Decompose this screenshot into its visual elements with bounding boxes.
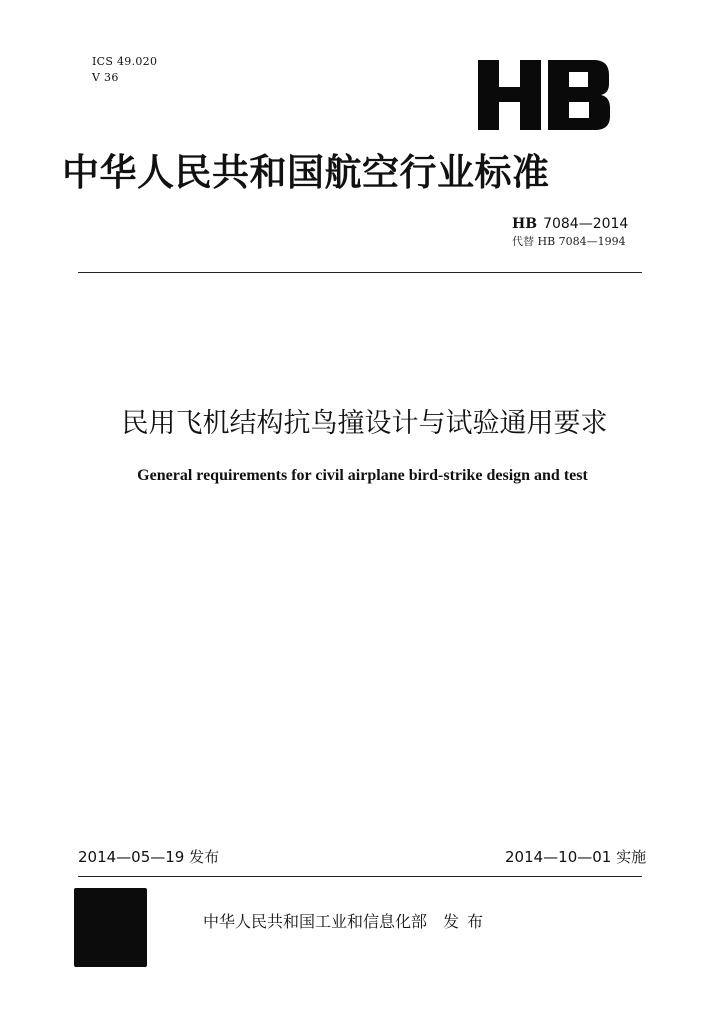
publisher-line	[203, 910, 491, 934]
replaces-standard: 代替 HB 7084—1994	[512, 235, 626, 248]
standard-prefix: HB	[512, 216, 538, 232]
top-divider	[78, 272, 642, 273]
implementation-date: 2014—10—01 实施	[505, 848, 647, 866]
hb-logo-graphic	[478, 60, 610, 130]
classification-block	[92, 54, 157, 86]
standard-number	[512, 215, 628, 233]
standard-code: 7084—2014	[543, 216, 629, 232]
hb-logo	[478, 60, 610, 130]
bottom-divider	[78, 876, 642, 877]
category-code: V 36	[92, 71, 119, 84]
document-english-title: General requirements for civil airplane bird-strike design and test	[137, 467, 588, 484]
issue-date: 2014—05—19 发布	[78, 848, 220, 866]
publisher-name: 中华人民共和国工业和信息化部	[203, 912, 428, 931]
black-mark	[74, 888, 147, 967]
industry-standard-title: 中华人民共和国航空行业标准	[62, 151, 550, 194]
ics-code: ICS 49.020	[92, 55, 158, 68]
publish-label: 发布	[443, 912, 492, 931]
document-title: 民用飞机结构抗鸟撞设计与试验通用要求	[121, 408, 608, 439]
